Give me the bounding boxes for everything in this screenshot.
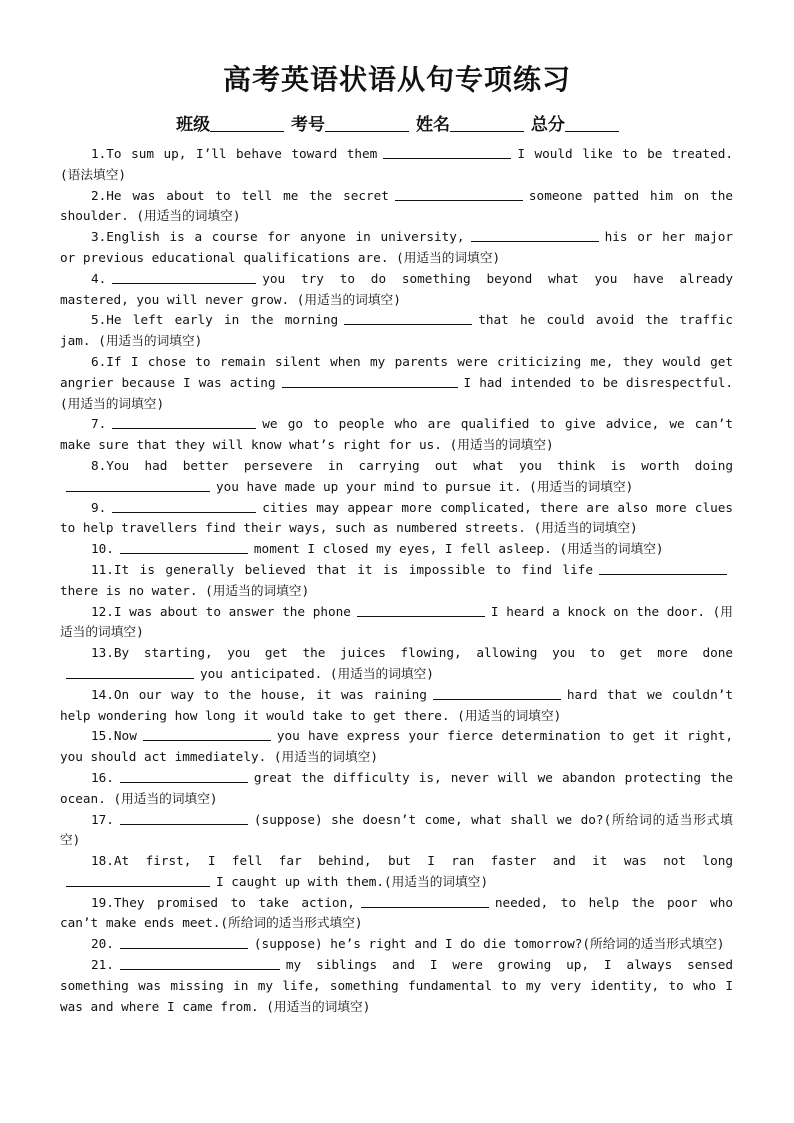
question-number: 12. — [91, 603, 114, 619]
class-label: 班级 — [176, 115, 211, 135]
question-text-before: You had better persevere in carrying out what you think is worth doing — [106, 457, 733, 473]
name-label: 姓名 — [415, 115, 450, 135]
answer-blank[interactable] — [66, 479, 210, 492]
question-item — [60, 414, 733, 456]
question-number: 15. — [91, 728, 114, 744]
question-number: 11. — [91, 561, 114, 577]
question-number: 9. — [91, 499, 107, 515]
question-text-before: On our way to the house, it was raining — [113, 686, 427, 702]
question-number: 19. — [91, 894, 114, 910]
answer-blank[interactable] — [143, 728, 271, 741]
question-number: 16. — [91, 769, 114, 785]
question-number: 8. — [91, 457, 107, 473]
question-item — [60, 955, 733, 1017]
page-title: 高考英语状语从句专项练习 — [222, 63, 571, 96]
question-number: 6. — [91, 353, 107, 369]
answer-blank[interactable] — [383, 146, 511, 159]
question-list — [60, 144, 733, 1017]
question-text-before: I was about to answer the phone — [113, 603, 351, 619]
answer-blank[interactable] — [471, 229, 599, 242]
question-text-after: that he could avoid the traffic jam. (用适当的词填空) — [60, 312, 733, 349]
question-number: 2. — [91, 187, 107, 203]
answer-blank[interactable] — [395, 188, 523, 201]
question-number: 21. — [91, 957, 114, 973]
question-number: 17. — [91, 811, 114, 827]
question-text-before: If I chose to remain silent when my parents were criticizing me, they would get angrier because I was acting — [60, 353, 733, 390]
question-text-after: I heard a knock on the door. (用适当的词填空) — [60, 603, 733, 640]
question-item — [60, 934, 733, 955]
question-item — [60, 227, 733, 269]
question-item — [60, 726, 733, 768]
question-number: 4. — [91, 270, 107, 286]
question-text-after: (suppose) she doesn’t come, what shall we do?(所给词的适当形式填空) — [60, 811, 733, 848]
answer-blank[interactable] — [599, 562, 727, 575]
question-text-after: I had intended to be disrespectful. (用适当的词填空) — [60, 374, 733, 411]
question-text-after: I caught up with them.(用适当的词填空) — [216, 873, 489, 889]
question-item — [60, 186, 733, 228]
answer-blank[interactable] — [112, 271, 256, 284]
question-text-after: there is no water. (用适当的词填空) — [60, 582, 310, 598]
question-number: 10. — [91, 541, 114, 557]
question-text-before: English is a course for anyone in university, — [106, 229, 465, 245]
question-text-after: his or her major or previous educational qualifications are. (用适当的词填空) — [60, 229, 734, 265]
question-number: 3. — [91, 229, 107, 245]
question-text-after: needed, to help the poor who can’t make ends meet.(所给词的适当形式填空) — [60, 894, 733, 931]
question-item — [60, 269, 733, 311]
question-text-before: They promised to take action, — [113, 894, 355, 910]
answer-blank[interactable] — [66, 666, 194, 679]
question-item — [60, 810, 733, 852]
question-text-before: Now — [113, 728, 137, 744]
answer-blank[interactable] — [357, 604, 485, 617]
question-item — [60, 768, 733, 810]
question-item — [60, 498, 733, 540]
answer-blank[interactable] — [361, 895, 489, 908]
answer-blank[interactable] — [112, 500, 256, 513]
answer-blank[interactable] — [120, 770, 248, 783]
question-text-after: I would like to be treated. (语法填空) — [60, 146, 733, 182]
exam-number-label: 考号 — [291, 115, 326, 135]
answer-blank[interactable] — [344, 312, 472, 325]
answer-blank[interactable] — [66, 874, 210, 887]
question-item — [60, 560, 733, 602]
question-text-after: hard that we couldn’t help wondering how long it would take to get there. (用适当的词填空) — [60, 686, 733, 723]
question-number: 7. — [91, 416, 107, 432]
exam-number-blank[interactable] — [325, 115, 409, 132]
question-number: 20. — [91, 936, 114, 952]
question-item — [60, 352, 733, 414]
score-label: 总分 — [530, 115, 565, 135]
answer-blank[interactable] — [433, 687, 561, 700]
question-number: 18. — [91, 853, 114, 869]
question-item — [60, 643, 733, 685]
student-info-line — [0, 110, 794, 135]
question-item — [60, 539, 733, 560]
question-text-before: To sum up, I’ll behave toward them — [106, 146, 378, 161]
question-text-after: you have made up your mind to pursue it. (用适当的词填空) — [216, 478, 634, 494]
question-item — [60, 893, 733, 935]
question-number: 1. — [91, 146, 107, 161]
question-text-before: By starting, you get the juices flowing, allowing you to get more done — [113, 645, 733, 661]
question-text-before: He left early in the morning — [106, 312, 339, 328]
question-text-before: He was about to tell me the secret — [106, 187, 389, 203]
answer-blank[interactable] — [120, 541, 248, 554]
answer-blank[interactable] — [120, 957, 280, 970]
question-number: 5. — [91, 312, 107, 328]
question-text-after: cities may appear more complicated, there are also more clues to help travellers find their ways, such as numbered streets. (用适当的词填空) — [60, 499, 733, 536]
answer-blank[interactable] — [112, 416, 256, 429]
question-number: 13. — [91, 645, 114, 661]
answer-blank[interactable] — [282, 375, 458, 388]
question-text-before: At first, I fell far behind, but I ran faster and it was not long — [113, 853, 733, 869]
question-text-after: you have express your fierce determination to get it right, you should act immediately. (用适当的词填空) — [60, 728, 733, 765]
answer-blank[interactable] — [120, 936, 248, 949]
question-text-after: you try to do something beyond what you have already mastered, you will never grow. (用适当的词填空) — [60, 270, 733, 307]
question-item — [60, 851, 733, 893]
class-blank[interactable] — [210, 115, 284, 132]
question-text-after: you anticipated. (用适当的词填空) — [200, 665, 434, 681]
score-blank[interactable] — [565, 115, 619, 132]
question-item — [60, 144, 733, 186]
question-text-after: someone patted him on the shoulder. (用适当的词填空) — [60, 187, 733, 224]
question-text-before: It is generally believed that it is impossible to find life — [113, 561, 593, 577]
question-text-after: great the difficulty is, never will we abandon protecting the ocean. (用适当的词填空) — [60, 769, 733, 806]
question-item — [60, 685, 733, 727]
name-blank[interactable] — [450, 115, 524, 132]
answer-blank[interactable] — [120, 812, 248, 825]
question-item — [60, 456, 733, 498]
question-number: 14. — [91, 686, 114, 702]
question-item — [60, 602, 733, 644]
question-text-after: we go to people who are qualified to give advice, we can’t make sure that they will know what’s right for us. (用适当的词填空) — [60, 416, 733, 453]
question-item — [60, 310, 733, 352]
question-text-after: moment I closed my eyes, I fell asleep. (用适当的词填空) — [253, 541, 664, 557]
question-text-after: my siblings and I were growing up, I always sensed something was missing in my life, something fundamental to my very identity, to who I was and where I came from. (用适当的词填空) — [60, 957, 733, 1014]
question-text-after: (suppose) he’s right and I do die tomorrow?(所给词的适当形式填空) — [253, 936, 725, 952]
